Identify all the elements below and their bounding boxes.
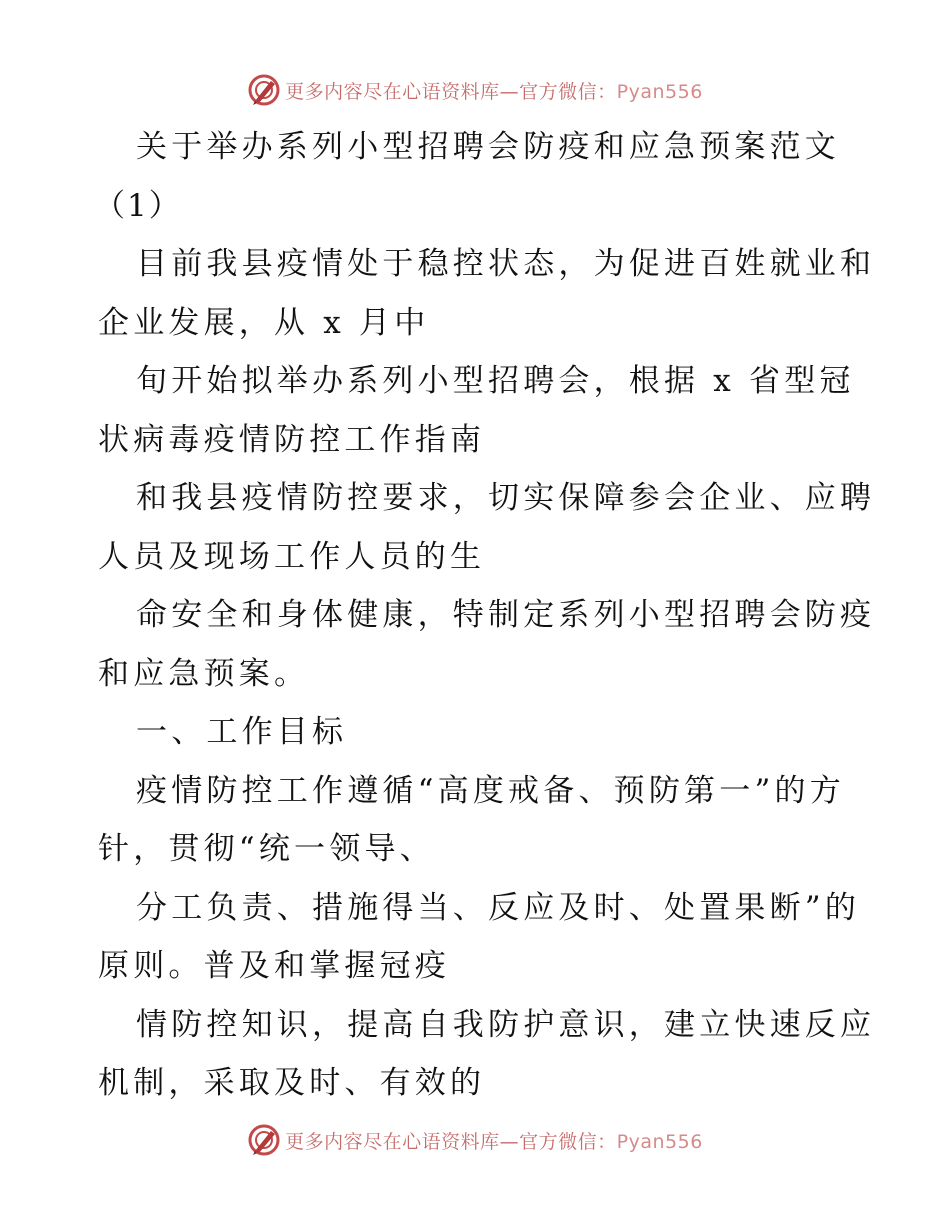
text-line: 人员及现场工作人员的生	[98, 538, 486, 575]
watermark-footer	[0, 1120, 950, 1160]
text-line: 机制，采取及时、有效的	[98, 1065, 486, 1101]
pen-logo-icon	[247, 73, 281, 107]
text-line: 原则。普及和掌握冠疫	[98, 948, 450, 984]
text-line: 命安全和身体健康，特制定系列小型招聘会防疫	[136, 597, 876, 633]
text-line: 和我县疫情防控要求，切实保障参会企业、应聘	[136, 480, 876, 516]
text-line: 一、工作目标	[136, 714, 348, 750]
text-line: 企业发展，从 x 月中	[98, 304, 430, 341]
watermark-text: 更多内容尽在心语资料库—官方微信：Pyan556	[285, 80, 703, 103]
wechat-id: Pyan556	[616, 1130, 703, 1153]
pen-logo-icon	[247, 1123, 281, 1157]
text-line: （1）	[94, 187, 182, 224]
document-title: 关于举办系列小型招聘会防疫和应急预案范文	[136, 129, 840, 165]
document-body	[94, 118, 876, 1113]
text-line: 针，贯彻“统一领导、	[98, 831, 435, 867]
watermark-header	[0, 70, 950, 110]
text-line: 和应急预案。	[98, 655, 310, 692]
text-line: 旬开始拟举办系列小型招聘会，根据 x 省型冠	[136, 363, 855, 399]
text-line: 情防控知识，提高自我防护意识，建立快速反应	[136, 1006, 876, 1043]
text-line: 分工负责、措施得当、反应及时、处置果断”的	[136, 889, 861, 926]
text-line: 疫情防控工作遵循“高度戒备、预防第一”的方	[136, 772, 845, 809]
watermark-text: 更多内容尽在心语资料库—官方微信：Pyan556	[285, 1130, 703, 1153]
wechat-id: Pyan556	[616, 80, 703, 103]
text-line: 目前我县疫情处于稳控状态，为促进百姓就业和	[136, 246, 876, 282]
text-line: 状病毒疫情防控工作指南	[98, 421, 486, 458]
